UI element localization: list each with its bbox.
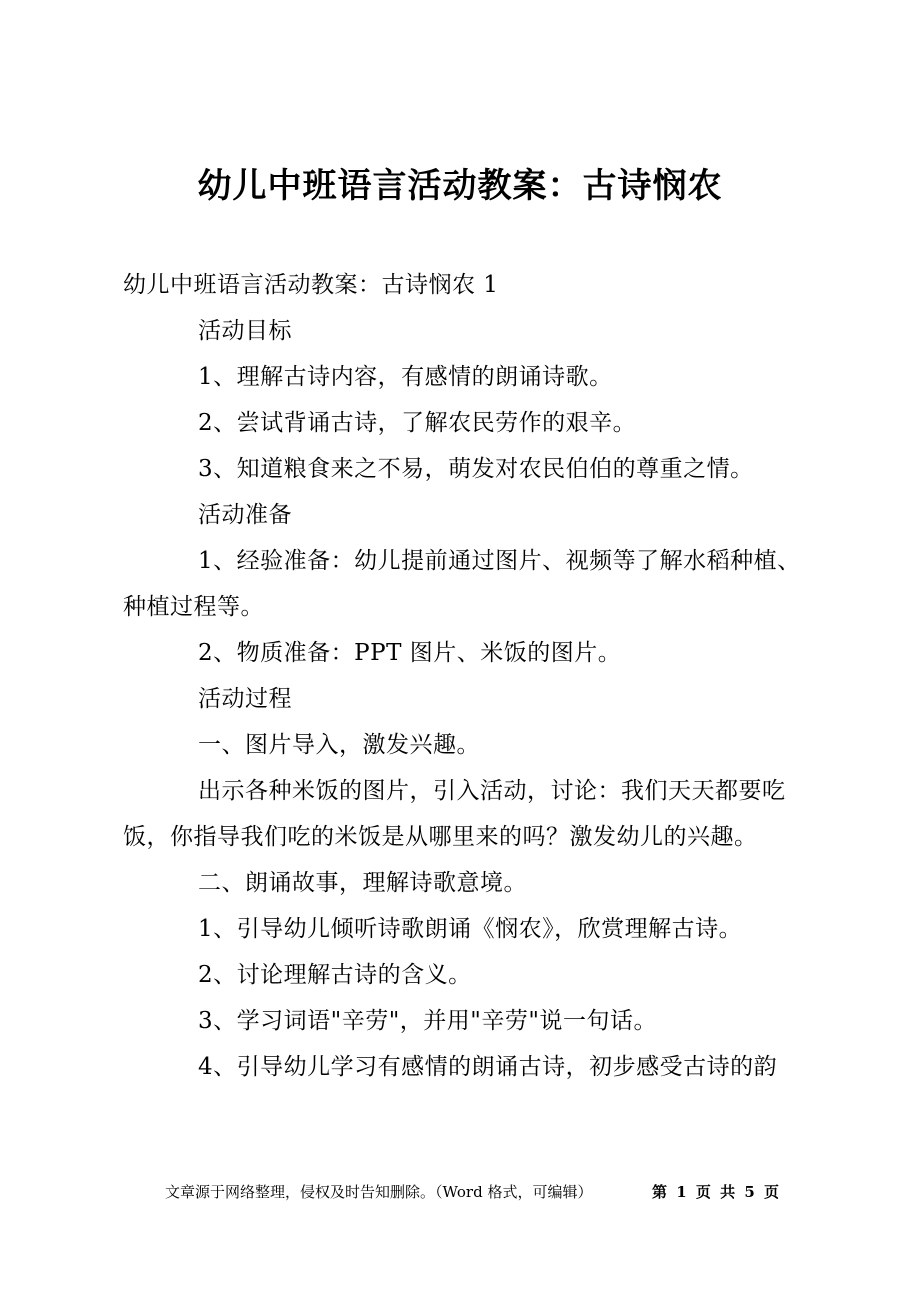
paragraph: 3、学习词语"辛劳"，并用"辛劳"说一句话。 xyxy=(198,1008,657,1034)
paragraph: 1、理解古诗内容，有感情的朗诵诗歌。 xyxy=(198,364,613,390)
paragraph: 2、讨论理解古诗的含义。 xyxy=(198,962,472,988)
paragraph: 1、引导幼儿倾听诗歌朗诵《悯农》，欣赏理解古诗。 xyxy=(198,916,743,942)
subheading-goals: 活动目标 xyxy=(198,318,292,344)
paragraph: 2、尝试背诵古诗，了解农民劳作的艰辛。 xyxy=(198,410,637,436)
subheading-preparation: 活动准备 xyxy=(198,502,292,528)
footer-note: 文章源于网络整理，侵权及时告知删除。（Word 格式，可编辑） xyxy=(165,1183,593,1201)
section-heading: 幼儿中班语言活动教案：古诗悯农 1 xyxy=(123,272,499,298)
paragraph: 出示各种米饭的图片，引入活动，讨论：我们天天都要吃 xyxy=(198,778,786,804)
paragraph: 3、知道粮食来之不易，萌发对农民伯伯的尊重之情。 xyxy=(198,456,754,482)
paragraph-continuation: 种植过程等。 xyxy=(123,594,264,620)
subheading-process: 活动过程 xyxy=(198,686,292,712)
paragraph: 2、物质准备：PPT 图片、米饭的图片。 xyxy=(198,640,622,666)
paragraph-continuation: 饭，你指导我们吃的米饭是从哪里来的吗？激发幼儿的兴趣。 xyxy=(123,824,758,850)
paragraph: 1、经验准备：幼儿提前通过图片、视频等了解水稻种植、 xyxy=(198,548,801,574)
document-title: 幼儿中班语言活动教案：古诗悯农 xyxy=(197,166,723,206)
paragraph: 二、朗诵故事，理解诗歌意境。 xyxy=(198,870,527,896)
paragraph: 4、引导幼儿学习有感情的朗诵古诗，初步感受古诗的韵 xyxy=(198,1054,778,1080)
page-indicator: 第 1 页 共 5 页 xyxy=(652,1183,779,1201)
paragraph: 一、图片导入，激发兴趣。 xyxy=(198,732,480,758)
